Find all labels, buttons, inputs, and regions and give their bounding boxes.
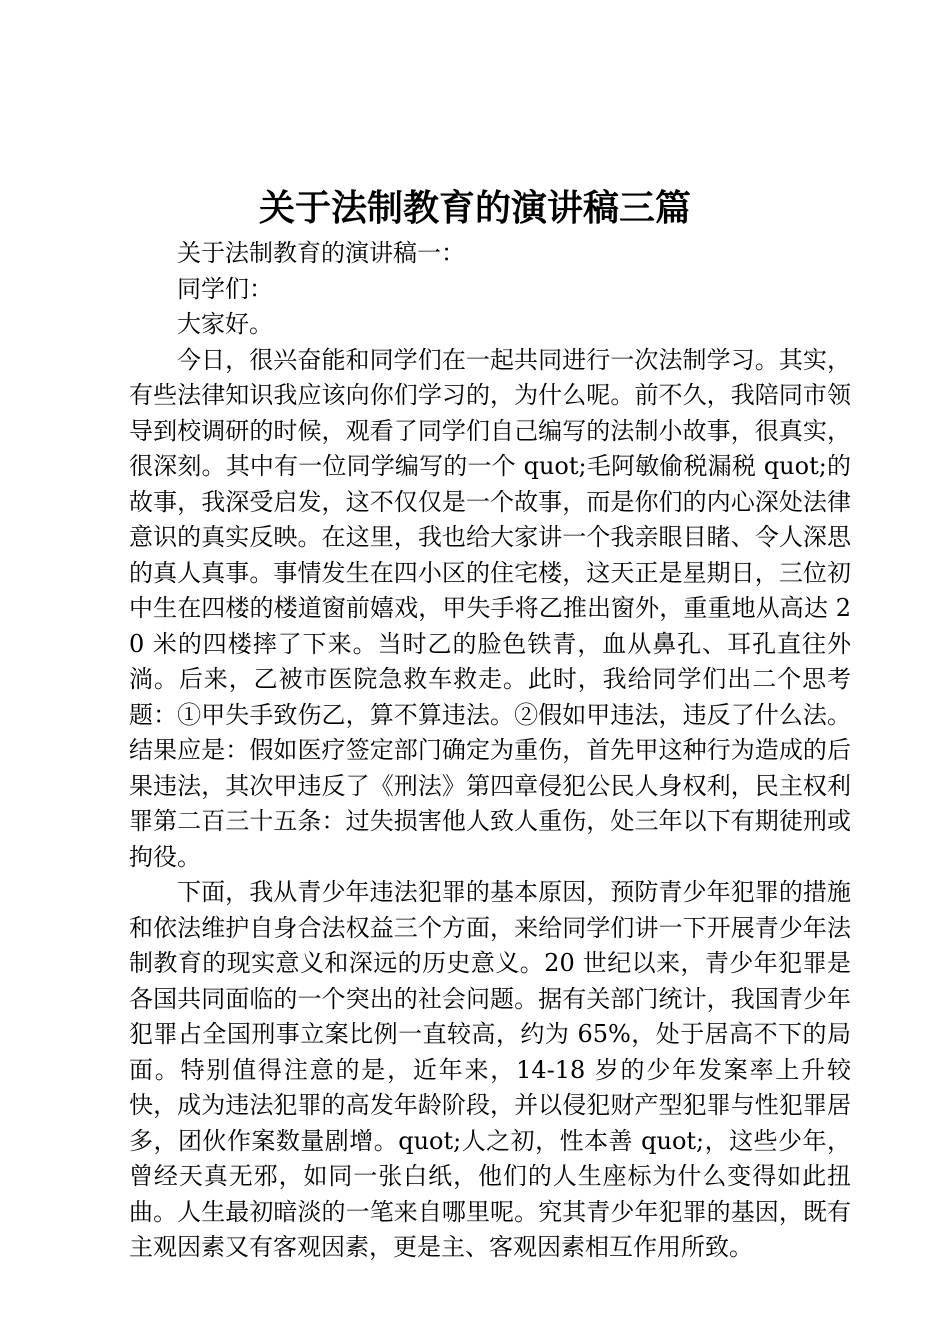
- document-title: 关于法制教育的演讲稿三篇: [258, 187, 691, 229]
- paragraph-greeting: 大家好。: [177, 310, 273, 338]
- paragraph-causes: 下面，我从青少年违法犯罪的基本原因，预防青少年犯罪的措施和依法维护自身合法权益三个方面，来给同学们讲一下开展青少年法制教育的现实意义和深远的历史意义。20 世纪以来，青少年犯罪是各国共同面临的一个突出的社会问题。据有关部门统计，我国青少年犯罪占全国刑事立案比例一直较高，约为 65%，处于居高不下的局面。特别值得注意的是，近年来，14-18 岁的少年发案率上升较快，成为违法犯罪的高发年龄阶段，并以侵犯财产型犯罪与性犯罪居多，团伙作案数量剧增。quot;人之初，性本善 quot;，这些少年，曾经天真无邪，如同一张白纸，他们的人生座标为什么变得如此扭曲。人生最初暗淡的一笔来自哪里呢。究其青少年犯罪的基因，既有主观因素又有客观因素，更是主、客观因素相互作用所致。: [129, 878, 851, 1261]
- paragraph-speech-heading: 关于法制教育的演讲稿一：: [177, 239, 465, 267]
- document-body: [129, 236, 851, 1266]
- paragraph-story: 今日，很兴奋能和同学们在一起共同进行一次法制学习。其实，有些法律知识我应该向你们学习的，为什么呢。前不久，我陪同市领导到校调研的时候，观看了同学们自己编写的法制小故事，很真实，很深刻。其中有一位同学编写的一个 quot;毛阿敏偷税漏税 quot;的故事，我深受启发，这不仅仅是一个故事，而是你们的内心深处法律意识的真实反映。在这里，我也给大家讲一个我亲眼目睹、令人深思的真人真事。事情发生在四小区的住宅楼，这天正是星期日，三位初中生在四楼的楼道窗前嬉戏，甲失手将乙推出窗外，重重地从高达 20 米的四楼摔了下来。当时乙的脸色铁青，血从鼻孔、耳孔直往外淌。后来，乙被市医院急救车救走。此时，我给同学们出二个思考题：①甲失手致伤乙，算不算违法。②假如甲违法，违反了什么法。结果应是：假如医疗签定部门确定为重伤，首先甲这种行为造成的后果违法，其次甲违反了《刑法》第四章侵犯公民人身权利，民主权利罪第二百三十五条：过失损害他人致人重伤，处三年以下有期徒刑或拘役。: [129, 345, 851, 871]
- paragraph-salutation: 同学们：: [177, 274, 273, 303]
